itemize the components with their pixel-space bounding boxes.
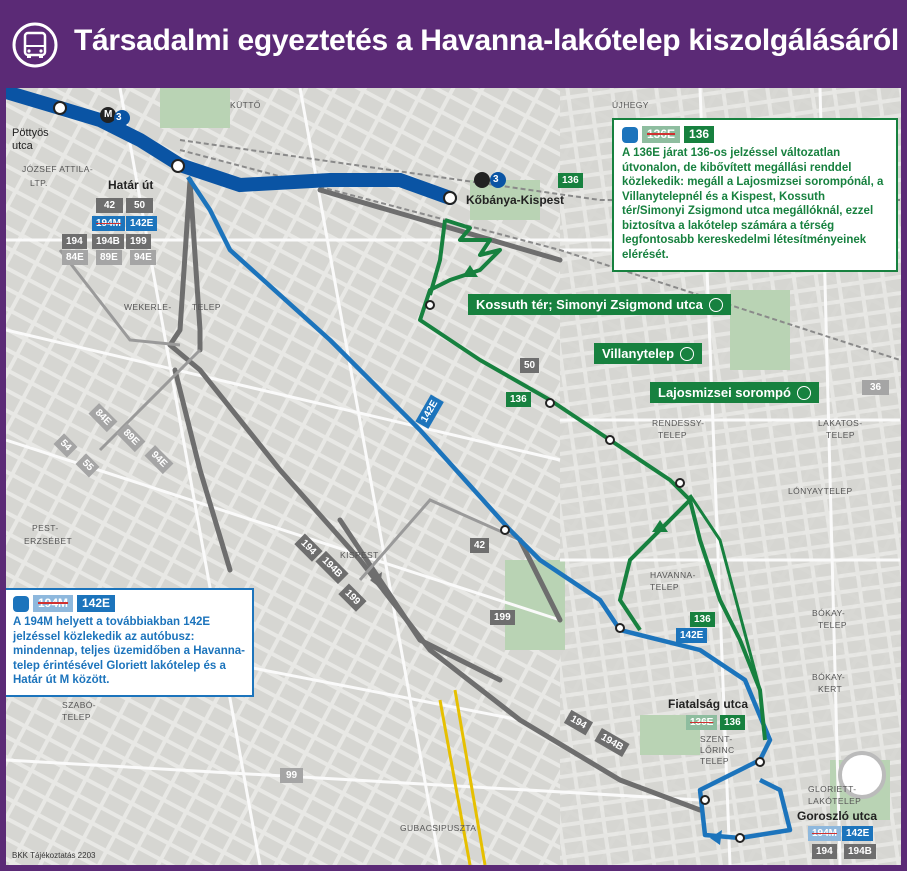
district-gubacs: GUBACSIPUSZTA <box>400 823 477 833</box>
tag-55-diag: 55 <box>75 453 99 477</box>
route-142e-description: A 194M helyett a továbbiakban 142E jelzéssel közlekedik az autóbusz: mindennap, teljes üzemidőben a Havanna-telep érintésével Gloriett lakótelep és a Határ út M között. <box>13 616 245 686</box>
tag-42-hatar: 42 <box>96 198 123 213</box>
shopping-cart-icon <box>797 386 811 400</box>
district-gloriett: GLORIETT- <box>808 784 857 794</box>
bus-icon <box>622 127 638 143</box>
tag-89e-hatar: 89E <box>96 250 122 265</box>
tag-metro-m-letter: M <box>104 109 113 120</box>
tag-194m-hatar: 194M <box>92 216 125 231</box>
tag-194m-goroszlo: 194M <box>808 826 841 841</box>
district-havanna-telep: TELEP <box>650 582 679 592</box>
district-rendessy: RENDESSY- <box>652 418 705 428</box>
district-lakatos-telep: TELEP <box>826 430 855 440</box>
tag-199-kispest: 199 <box>490 610 515 625</box>
new-route-142e: 142E <box>77 595 115 612</box>
tag-42-kispest: 42 <box>470 538 489 553</box>
district-kispest: KISPEST <box>340 550 379 560</box>
tag-136e-fiatalsag: 136E <box>686 715 717 730</box>
district-lonyay: LÓNYAYTELEP <box>788 486 853 496</box>
bus-icon <box>13 596 29 612</box>
tag-84e-diag: 84E <box>88 403 117 432</box>
district-bokay: BÓKAY- <box>812 608 846 618</box>
district-bokay-kert2: KERT <box>818 684 843 694</box>
tag-136-havanna: 136 <box>690 612 715 627</box>
district-jozsef-attila: JÓZSEF ATTILA- <box>22 164 94 174</box>
district-szent: SZENT- <box>700 734 733 744</box>
district-bokay-telep: TELEP <box>818 620 847 630</box>
tag-194-goroszlo: 194 <box>812 844 837 859</box>
tag-94e-diag: 94E <box>144 445 173 474</box>
tag-194b-kispest: 194B <box>315 551 348 584</box>
tag-142e-goroszlo: 142E <box>842 826 873 841</box>
tag-99: 99 <box>280 768 303 783</box>
district-erzsebet: ERZSÉBET <box>24 536 73 546</box>
tag-136-fiatalsag: 136 <box>720 715 745 730</box>
tag-136-line: 136 <box>506 392 531 407</box>
stop-pottyos: Pöttyös utca <box>12 127 49 152</box>
district-wekerle: WEKERLE- <box>124 302 172 312</box>
label-villanytelep-text: Villanytelep <box>602 346 675 361</box>
shopping-cart-icon <box>709 298 723 312</box>
tag-194-kispest: 194 <box>294 533 322 561</box>
tag-84e-hatar: 84E <box>62 250 88 265</box>
tag-94e-hatar: 94E <box>130 250 156 265</box>
tag-metro-m3-kobanya: 3 <box>493 174 499 185</box>
stop-fiatalsag: Fiatalság utca <box>668 697 749 711</box>
route-136-description: A 136E járat 136-os jelzéssel változatlan útvonalon, de kibővített megállási renddel közlekedik: megáll a Lajosmizsei sorompónál, a Villanytelepnél és a Kispest, Kossuth tér/Simonyi Zsigmond utca megállóknál, ezzel biztosítva a lakótelep számára a térség legfontosabb kereskedelmi létesítményeinek elérését. <box>622 147 884 261</box>
tag-36: 36 <box>862 380 889 395</box>
route-142e-info-box <box>4 588 254 697</box>
district-lakatos: LAKATOS- <box>818 418 863 428</box>
bus-icon <box>12 22 58 68</box>
route-136-info-box <box>612 118 898 272</box>
header-bar <box>0 0 907 88</box>
label-kossuth-ter <box>468 294 731 315</box>
district-szabo: SZABÓ- <box>62 700 97 710</box>
new-route-136: 136 <box>684 126 714 143</box>
district-lorinc: LŐRINC <box>700 745 735 755</box>
tag-142e-hatar: 142E <box>126 216 157 231</box>
old-route-194m: 194M <box>33 595 73 612</box>
stop-goroszlo: Goroszló utca <box>797 809 878 823</box>
district-lakotelep: LAKÓTELEP <box>808 796 862 806</box>
tag-metro-m3-hatar: 3 <box>116 112 122 123</box>
old-route-136e: 136E <box>642 126 680 143</box>
label-villanytelep <box>594 343 702 364</box>
district-ujhegy: ÚJHEGY <box>612 100 649 110</box>
tag-136-kobanya: 136 <box>558 173 583 188</box>
shopping-cart-icon <box>680 347 694 361</box>
district-wekerle-telep: TELEP <box>192 302 221 312</box>
district-bokay-kert: BÓKAY- <box>812 672 846 682</box>
tag-194b-bottom: 194B <box>594 728 629 757</box>
tag-194-hatar: 194 <box>62 234 87 249</box>
district-havanna: HAVANNA- <box>650 570 696 580</box>
district-rendessy-telep: TELEP <box>658 430 687 440</box>
tag-54-diag: 54 <box>53 433 77 457</box>
tag-199-angle: 199 <box>338 583 366 611</box>
district-telep2: TELEP <box>700 756 729 766</box>
tag-199-hatar: 199 <box>126 234 151 249</box>
district-kutto: KÜTTŐ <box>230 100 261 110</box>
tag-89e-diag: 89E <box>116 423 145 452</box>
tag-194-bottom: 194 <box>564 710 593 735</box>
tag-142e-line: 142E <box>415 394 444 429</box>
district-ltp: LTP. <box>30 178 48 188</box>
tag-142e-havanna: 142E <box>676 628 707 643</box>
tag-194b-hatar: 194B <box>92 234 124 249</box>
district-pest: PEST- <box>32 523 59 533</box>
label-lajosmizsei-text: Lajosmizsei sorompó <box>658 385 791 400</box>
credit-text: BKK Tájékoztatás 2203 <box>12 851 96 860</box>
tag-50-hatar: 50 <box>126 198 153 213</box>
tag-50-line: 50 <box>520 358 539 373</box>
tag-194b-goroszlo: 194B <box>844 844 876 859</box>
label-lajosmizsei <box>650 382 819 403</box>
label-kossuth-text: Kossuth tér; Simonyi Zsigmond utca <box>476 297 703 312</box>
stop-hatar: Határ út <box>108 178 154 192</box>
page-title: Társadalmi egyeztetés a Havanna-lakótelep kiszolgálásáról <box>74 24 899 57</box>
stop-kobanya: Kőbánya-Kispest <box>466 193 565 207</box>
district-szabo-telep: TELEP <box>62 712 91 722</box>
